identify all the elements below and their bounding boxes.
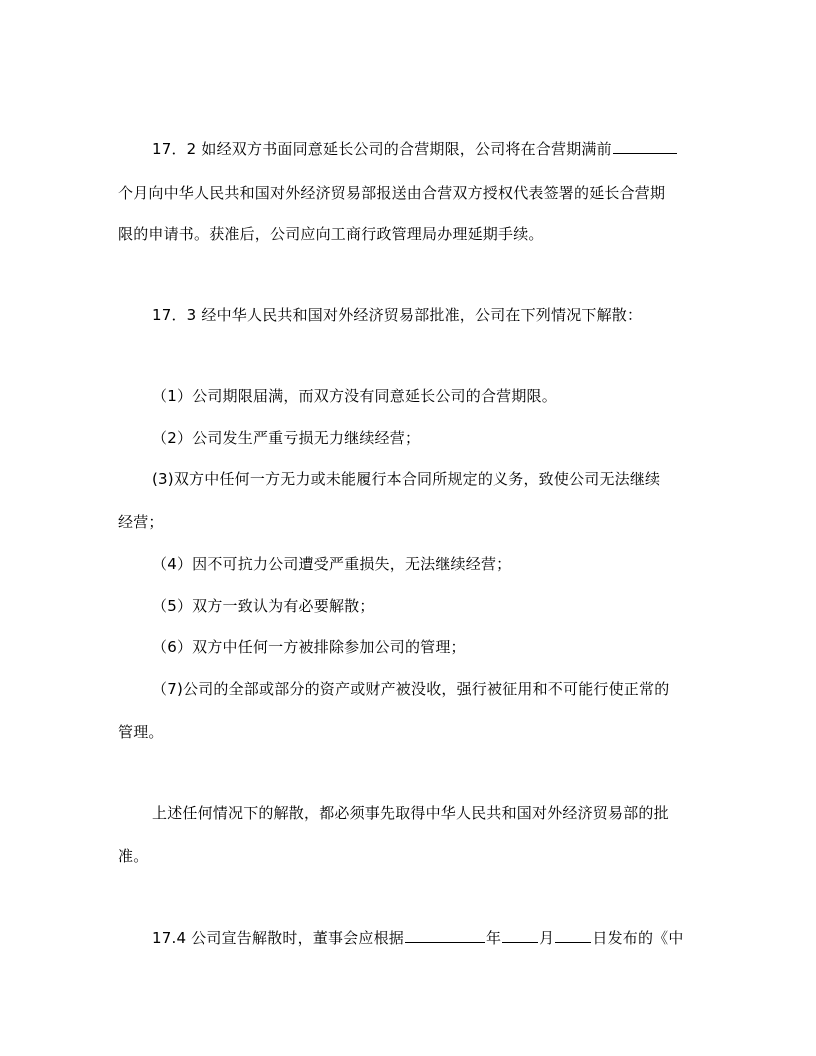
paragraph-17-4-text-2: 日发布的《中 [592, 929, 684, 947]
date-blank-month [502, 928, 538, 943]
list-item-continuation: 管理。 [118, 723, 164, 741]
paragraph-closing-line-1: 上述任何情况下的解散，都必须事先取得中华人民共和国对外经济贸易部的批 [152, 804, 669, 822]
list-item: （4）因不可抗力公司遭受严重损失，无法继续经营； [152, 555, 512, 573]
paragraph-17-2-line-1 [152, 139, 712, 159]
paragraph-17-4-line-1 [152, 928, 712, 948]
paragraph-17-2-text-1: 17．2 如经双方书面同意延长公司的合营期限，公司将在合营期满前 [152, 140, 612, 158]
paragraph-17-3-intro: 17．3 经中华人民共和国对外经济贸易部批准，公司在下列情况下解散： [152, 306, 643, 324]
paragraph-17-2-line-3: 限的申请书。获准后，公司应向工商行政管理局办理延期手续。 [118, 225, 544, 243]
list-item: （1）公司期限届满，而双方没有同意延长公司的合营期限。 [152, 387, 557, 405]
paragraph-closing-line-2: 准。 [118, 847, 149, 865]
date-blank-day [555, 928, 591, 943]
year-label: 年 [485, 929, 502, 947]
list-item: （2）公司发生严重亏损无力继续经营； [152, 429, 421, 447]
paragraph-17-4-text-1: 17.4 公司宣告解散时，董事会应根据 [152, 929, 404, 947]
list-item: (3)双方中任何一方无力或未能履行本合同所规定的义务，致使公司无法继续 [152, 470, 661, 488]
months-blank [613, 139, 677, 154]
list-item: （7)公司的全部或部分的资产或财产被没收，强行被征用和不可能行使正常的 [152, 680, 670, 698]
list-item-continuation: 经营； [118, 513, 164, 531]
list-item: （5）双方一致认为有必要解散； [152, 597, 375, 615]
paragraph-17-2-line-2: 个月向中华人民共和国对外经济贸易部报送由合营双方授权代表签署的延长合营期 [118, 184, 666, 202]
month-label: 月 [539, 929, 555, 947]
list-item: （6）双方中任何一方被排除参加公司的管理； [152, 638, 466, 656]
date-blank-year [405, 928, 485, 943]
